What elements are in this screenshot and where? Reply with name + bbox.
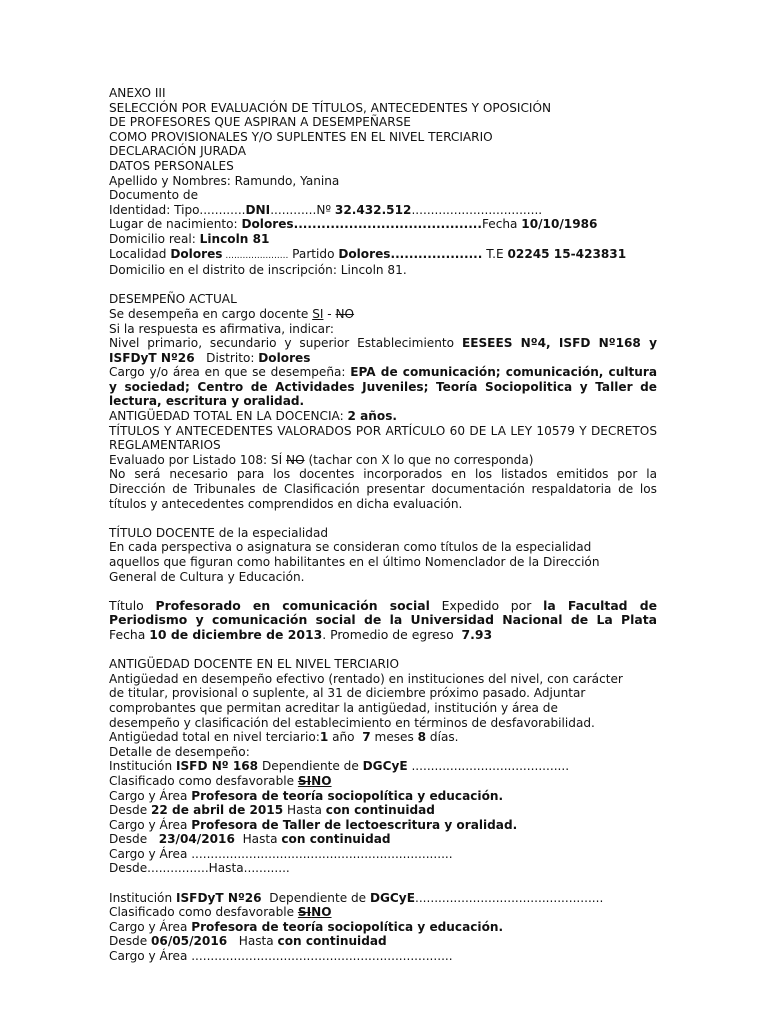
level-value: EESEES Nº4, ISFD Nº168 y <box>461 336 657 351</box>
degree-date-label: Fecha <box>109 626 150 642</box>
institution-1-area-blank: Cargo y Área .................................................................... <box>109 846 453 861</box>
institution-2-row <box>109 891 657 906</box>
institution-2-dependency: DGCyE <box>369 890 415 905</box>
position-row <box>109 365 657 409</box>
document-title-line-3: COMO PROVISIONALES Y/O SUPLENTES EN EL NIVEL TERCIARIO <box>109 129 493 144</box>
institution-2-to-1: con continuidad <box>277 934 387 949</box>
phone-label: T.E <box>482 246 508 261</box>
degree-issued-label: Expedido por <box>429 597 544 613</box>
institution-2-classification <box>109 905 657 920</box>
degree-heading: TÍTULO DOCENTE de la especialidad <box>109 525 329 540</box>
annex-label: ANEXO III <box>109 86 166 100</box>
locality-label: Localidad <box>109 246 171 261</box>
institution-1-from-1: 22 de abril de 2015 <box>151 803 284 818</box>
classification-no: NO <box>311 905 332 920</box>
locality-value: Dolores <box>170 246 223 261</box>
level-label: Nivel primario, secundario y superior Establecimiento <box>109 336 462 351</box>
district-value: Dolores.................... <box>338 246 483 261</box>
institution-2-dots: ................................................. <box>414 890 604 905</box>
classification-si: SI <box>297 773 312 788</box>
tertiary-desc-4: desempeño y clasificación del establecimiento en términos de desfavorabilidad. <box>109 715 595 730</box>
id-label: Identidad: Tipo............ <box>109 202 246 217</box>
institution-2-range-1 <box>109 934 657 949</box>
institution-1-area-1 <box>109 789 657 804</box>
area-label: Cargo y Área <box>109 817 192 832</box>
if-yes-label: Si la respuesta es afirmativa, indicar: <box>109 321 334 336</box>
degree-desc-2: aquellos que figuran como habilitantes en el último Nomenclador de la Dirección <box>109 555 600 569</box>
id-dots: ............Nº <box>270 202 335 217</box>
degree-average-value: 7.93 <box>461 626 493 642</box>
institution-1-range-1 <box>109 803 657 818</box>
institution-2-area-1 <box>109 920 657 935</box>
seniority-label: ANTIGÜEDAD TOTAL EN LA DOCENCIA: <box>109 409 348 424</box>
current-district-label: Distrito: <box>194 350 259 365</box>
teaching-yes: SI <box>312 306 324 321</box>
degree-paragraph <box>109 599 657 643</box>
id-type: DNI <box>245 202 271 217</box>
listing-no: NO <box>286 452 305 467</box>
institution-1-row <box>109 759 657 774</box>
locality-row <box>109 247 657 264</box>
institution-1-area-1-value: Profesora de teoría sociopolítica y educación. <box>191 788 504 803</box>
document-title-line-2: DE PROFESORES QUE ASPIRAN A DESEMPEÑARSE <box>109 115 411 130</box>
dependency-label: Dependiente de <box>258 759 363 774</box>
notice-paragraph: No será necesario para los docentes incorporados en los listados emitidos por la Dirección de Tribunales de Clasificación presentar documentación respaldatoria de los títulos y antecedentes comprendidos en dicha evaluación. <box>109 467 657 511</box>
seniority-row <box>109 409 657 424</box>
phone-value: 02245 15-423831 <box>507 246 627 261</box>
to-label: Hasta <box>283 803 326 818</box>
tertiary-total-years: 1 <box>319 730 329 745</box>
tertiary-desc-1: Antigüedad en desempeño efectivo (rentado) en instituciones del nivel, con carácter <box>109 671 623 686</box>
titles-heading: TÍTULOS Y ANTECEDENTES VALORADOS POR ARTÍCULO 60 DE LA LEY 10579 Y DECRETOS REGLAMENTARIOS <box>109 423 657 453</box>
tertiary-days-label: días. <box>426 730 459 745</box>
listing-note: (tachar con X lo que no corresponda) <box>304 452 534 467</box>
degree-issued-value: la Facultad de Periodismo y comunicación social de la Universidad Nacional de La Plata <box>109 597 657 628</box>
institution-1-from-2: 23/04/2016 <box>158 832 235 847</box>
name-label: Apellido y Nombres: <box>109 173 235 188</box>
institution-label: Institución <box>109 759 176 774</box>
area-label: Cargo y Área <box>109 788 192 803</box>
institution-1-range-2 <box>109 832 657 847</box>
institution-2-from-1: 06/05/2016 <box>151 934 228 949</box>
institution-1-range-blank: Desde................Hasta............ <box>109 861 290 876</box>
tertiary-total-label: Antigüedad total en nivel terciario: <box>109 730 320 745</box>
tertiary-desc-3: comprobantes que permitan acreditar la antigüedad, institución y área de <box>109 700 558 715</box>
teaching-row <box>109 307 657 322</box>
institution-1-name: ISFD Nº 168 <box>175 759 259 774</box>
district-label: Partido <box>288 246 339 261</box>
classification-label: Clasificado como desfavorable <box>109 773 298 788</box>
from-label: Desde <box>109 934 152 949</box>
level-row <box>109 336 657 351</box>
position-label: Cargo y/o área en que se desempeña: <box>109 365 351 380</box>
degree-desc-1: En cada perspectiva o asignatura se consideran como títulos de la especialidad <box>109 540 592 555</box>
tertiary-years-label: año <box>328 730 363 745</box>
document-title-line-4: DECLARACIÓN JURADA <box>109 144 247 159</box>
birthdate-value: 10/10/1986 <box>521 217 598 232</box>
classification-no: NO <box>311 773 332 788</box>
seniority-value: 2 años. <box>347 409 397 424</box>
from-label: Desde <box>109 803 152 818</box>
birthdate-label: Fecha <box>481 217 522 232</box>
degree-title-value: Profesorado en comunicación social <box>155 597 430 613</box>
institution-2-area-blank: Cargo y Área .................................................................... <box>109 949 453 964</box>
institution-1-to-1: con continuidad <box>325 803 435 818</box>
id-trail: .................................. <box>411 202 543 217</box>
institution-2-area-1-value: Profesora de teoría sociopolítica y educación. <box>191 919 504 934</box>
declaration-document <box>109 86 657 964</box>
name-row <box>109 174 657 189</box>
birthplace-value: Dolores......................................... <box>241 217 482 232</box>
level-value-2: ISFDyT Nº26 <box>109 350 195 365</box>
document-title-line-1: SELECCIÓN POR EVALUACIÓN DE TÍTULOS, ANTECEDENTES Y OPOSICIÓN <box>109 100 552 115</box>
address-value: Lincoln 81 <box>199 231 270 246</box>
listing-row <box>109 453 657 468</box>
teaching-no: NO <box>335 306 355 321</box>
tertiary-total-days: 8 <box>417 730 427 745</box>
teaching-label: Se desempeña en cargo docente <box>109 306 313 321</box>
id-row <box>109 203 657 218</box>
from-label: Desde <box>109 832 152 847</box>
address-row <box>109 232 657 247</box>
locality-dots: ...................... <box>222 250 289 261</box>
current-performance-heading: DESEMPEÑO ACTUAL <box>109 292 237 307</box>
institution-1-area-2 <box>109 818 657 833</box>
id-number: 32.432.512 <box>334 202 412 217</box>
classification-label: Clasificado como desfavorable <box>109 905 298 920</box>
to-label: Hasta <box>238 832 282 847</box>
degree-title-label: Título <box>109 597 156 613</box>
classification-si: SI <box>297 905 312 920</box>
listing-label: Evaluado por Listado 108: SÍ <box>109 452 287 467</box>
tertiary-total-months: 7 <box>362 730 371 745</box>
tertiary-months-label: meses <box>370 730 418 745</box>
institution-2-name: ISFDyT Nº26 <box>175 890 262 905</box>
address-label: Domicilio real: <box>109 231 200 246</box>
area-label: Cargo y Área <box>109 919 192 934</box>
institution-label: Institución <box>109 890 176 905</box>
degree-desc-3: General de Cultura y Educación. <box>109 569 305 584</box>
detail-label: Detalle de desempeño: <box>109 744 250 759</box>
tertiary-heading: ANTIGÜEDAD DOCENTE EN EL NIVEL TERCIARIO <box>109 657 399 672</box>
birth-row <box>109 217 657 232</box>
institution-1-dependency: DGCyE <box>362 759 408 774</box>
degree-average-label: . Promedio de egreso <box>322 626 462 642</box>
teaching-separator: - <box>323 306 336 321</box>
institution-1-area-2-value: Profesora de Taller de lectoescritura y oralidad. <box>191 817 518 832</box>
name-value: Ramundo, Yanina <box>234 173 340 188</box>
district-row <box>109 351 657 366</box>
institution-1-to-2: con continuidad <box>281 832 391 847</box>
district-address-row: Domicilio en el distrito de inscripción: Lincoln 81. <box>109 263 407 278</box>
dependency-label: Dependiente de <box>265 890 370 905</box>
personal-data-heading: DATOS PERSONALES <box>109 158 234 173</box>
position-value: EPA de comunicación; comunicación, cultura y sociedad; Centro de Actividades Juveniles; Teoría Sociopolitica y Taller de lectura, escritura y oralidad. <box>109 365 657 409</box>
to-label: Hasta <box>234 934 278 949</box>
birthplace-label: Lugar de nacimiento: <box>109 217 242 232</box>
tertiary-desc-2: de titular, provisional o suplente, al 31 de diciembre próximo pasado. Adjuntar <box>109 686 586 701</box>
document-label: Documento de <box>109 188 199 203</box>
current-district-value: Dolores <box>258 350 311 365</box>
institution-1-dots: ......................................... <box>407 759 570 774</box>
tertiary-total-row <box>109 730 657 745</box>
degree-date-value: 10 de diciembre de 2013 <box>149 626 323 642</box>
institution-1-classification <box>109 774 657 789</box>
